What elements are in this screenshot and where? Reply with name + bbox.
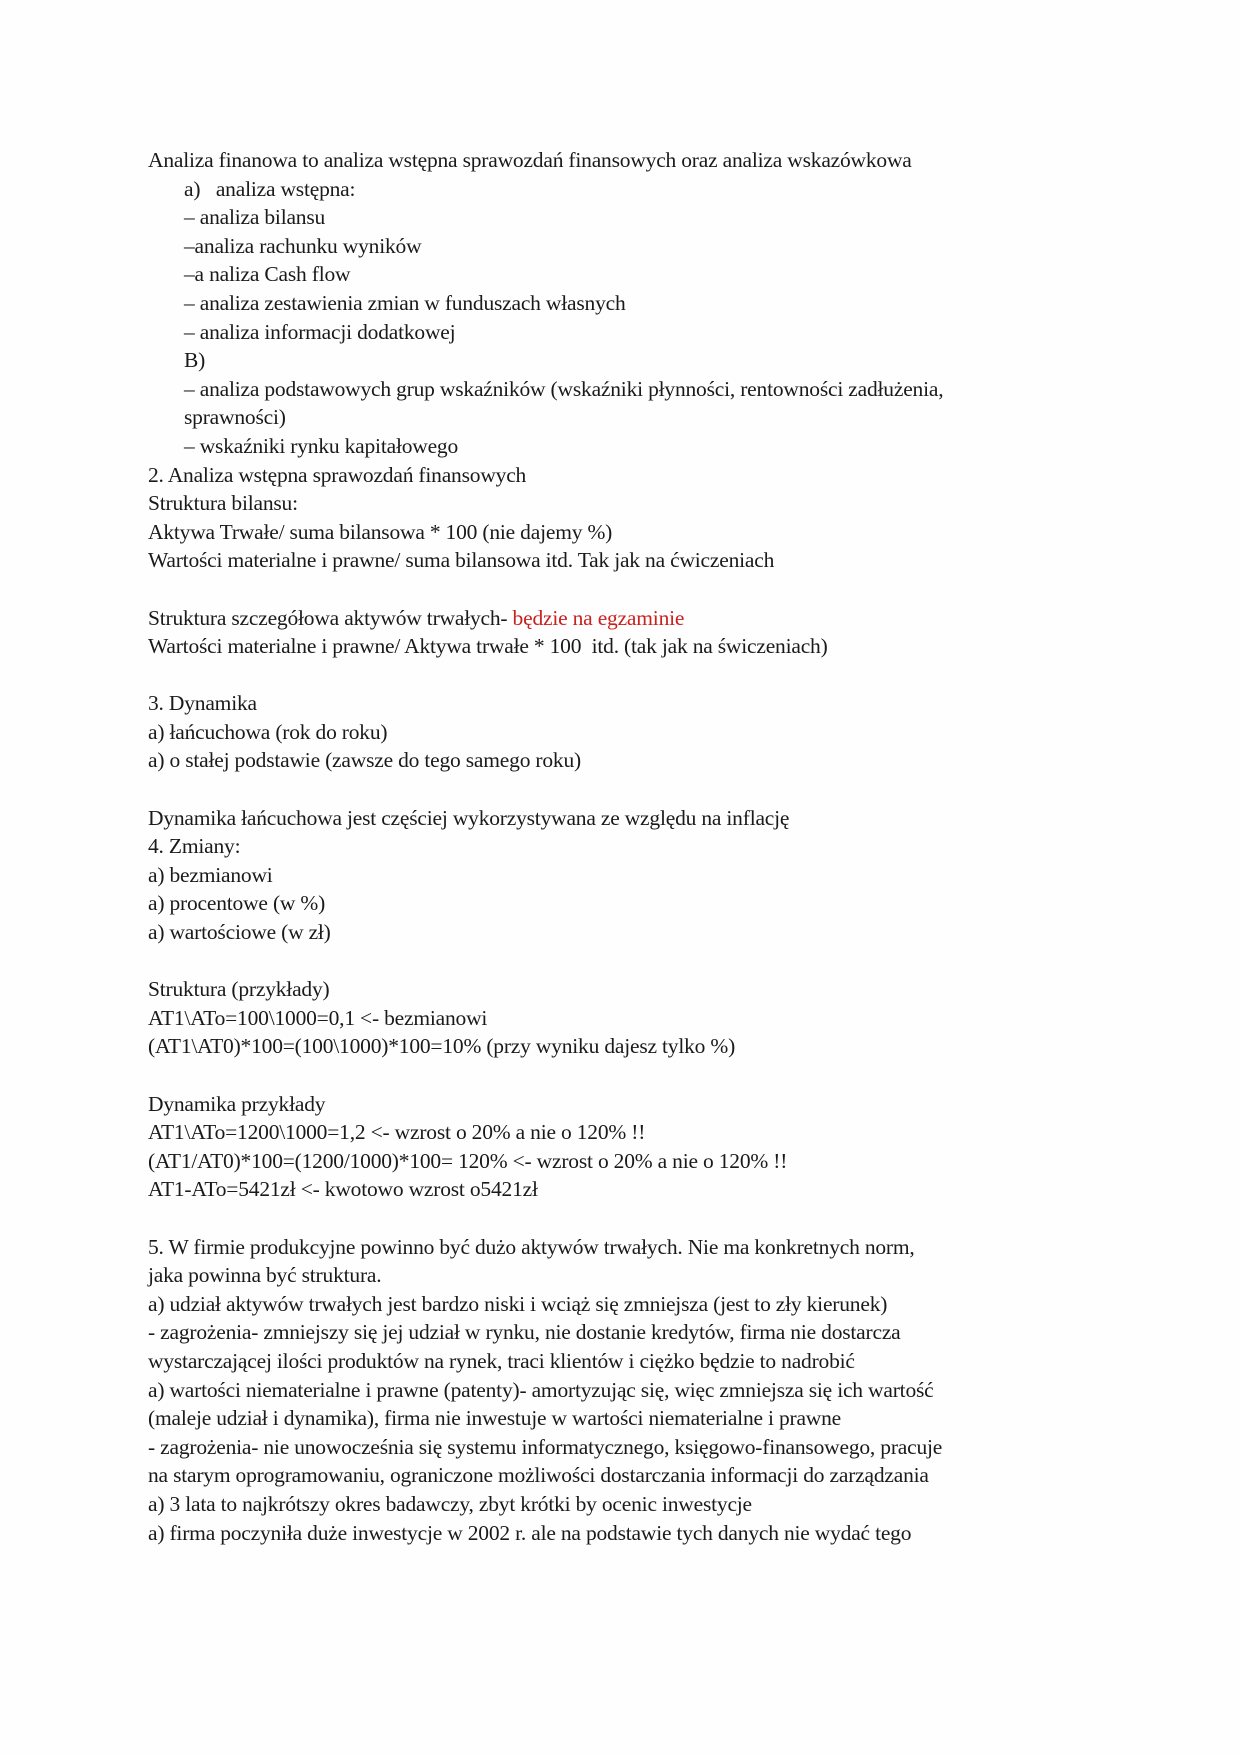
line-text: – analiza zestawienia zmian w funduszach własnych <box>184 290 626 315</box>
line-text: Wartości materialne i prawne/ Aktywa trwałe * 100 itd. (tak jak na świczeniach) <box>148 634 828 659</box>
blank-line <box>148 1061 1098 1090</box>
text-line <box>148 1118 1098 1147</box>
line-text: –a naliza Cash flow <box>184 262 351 287</box>
text-line <box>148 1004 1098 1033</box>
text-line <box>148 975 1098 1004</box>
line-text: - zagrożenia- nie unowocześnia się systemu informatycznego, księgowo-finansowego, pracuje <box>148 1434 943 1459</box>
blank-line <box>148 775 1098 804</box>
line-text: –analiza rachunku wyników <box>184 233 422 258</box>
text-line <box>148 318 1098 347</box>
line-text: (maleje udział i dynamika), firma nie inwestuje w wartości niematerialne i prawne <box>148 1406 842 1431</box>
document-body <box>148 146 1098 1547</box>
text-line <box>148 718 1098 747</box>
text-line <box>148 546 1098 575</box>
line-text: Dynamika łańcuchowa jest częściej wykorzystywana ze względu na inflację <box>148 805 790 830</box>
line-text: – wskaźniki rynku kapitałowego <box>184 433 459 458</box>
text-line <box>148 604 1098 633</box>
text-line <box>148 861 1098 890</box>
line-text: – analiza bilansu <box>184 205 326 230</box>
text-line <box>148 1290 1098 1319</box>
line-text: a) procentowe (w %) <box>148 891 326 916</box>
line-text: 5. W firmie produkcyjne powinno być dużo aktywów trwałych. Nie ma konkretnych norm, <box>148 1234 915 1259</box>
line-text: AT1-ATo=5421zł <- kwotowo wzrost o5421zł <box>148 1177 538 1202</box>
line-text: – analiza informacji dodatkowej <box>184 319 456 344</box>
text-line <box>148 403 1098 432</box>
line-text: 2. Analiza wstępna sprawozdań finansowych <box>148 462 527 487</box>
text-line <box>148 889 1098 918</box>
text-line <box>148 1519 1098 1548</box>
line-text: a) o stałej podstawie (zawsze do tego samego roku) <box>148 748 581 773</box>
blank-line <box>148 947 1098 976</box>
text-line <box>148 375 1098 404</box>
line-text: 4. Zmiany: <box>148 834 241 859</box>
text-line <box>148 289 1098 318</box>
text-line <box>148 832 1098 861</box>
text-line <box>148 175 1098 204</box>
text-line <box>148 1376 1098 1405</box>
text-line <box>148 461 1098 490</box>
text-line <box>148 1233 1098 1262</box>
text-line <box>148 1347 1098 1376</box>
text-line <box>148 1261 1098 1290</box>
line-text: Dynamika przykłady <box>148 1091 326 1116</box>
line-text: a) łańcuchowa (rok do roku) <box>148 719 388 744</box>
line-text: a) 3 lata to najkrótszy okres badawczy, zbyt krótki by ocenic inwestycje <box>148 1491 752 1516</box>
line-text: (AT1\AT0)*100=(100\1000)*100=10% (przy wyniku dajesz tylko %) <box>148 1034 736 1059</box>
text-line <box>148 518 1098 547</box>
line-text: a) wartości niematerialne i prawne (patenty)- amortyzując się, więc zmniejsza się ich wartość <box>148 1377 934 1402</box>
line-text: Wartości materialne i prawne/ suma bilansowa itd. Tak jak na ćwiczeniach <box>148 548 775 573</box>
blank-line <box>148 1204 1098 1233</box>
text-line <box>148 432 1098 461</box>
line-text: a) analiza wstępna: <box>184 176 356 201</box>
line-text: a) bezmianowi <box>148 862 273 887</box>
text-line <box>148 746 1098 775</box>
text-line <box>148 1490 1098 1519</box>
text-line <box>148 1090 1098 1119</box>
line-text: wystarczającej ilości produktów na rynek, traci klientów i ciężko będzie to nadrobić <box>148 1348 855 1373</box>
text-line <box>148 203 1098 232</box>
text-line <box>148 632 1098 661</box>
text-line <box>148 146 1098 175</box>
blank-line <box>148 661 1098 690</box>
line-text: Struktura szczegółowa aktywów trwałych- <box>148 605 513 630</box>
line-text: a) wartościowe (w zł) <box>148 920 331 945</box>
line-text: AT1\ATo=1200\1000=1,2 <- wzrost o 20% a nie o 120% !! <box>148 1120 646 1145</box>
text-line <box>148 689 1098 718</box>
text-line <box>148 489 1098 518</box>
line-text: Struktura bilansu: <box>148 491 298 516</box>
line-text: 3. Dynamika <box>148 691 257 716</box>
line-text: (AT1/AT0)*100=(1200/1000)*100= 120% <- wzrost o 20% a nie o 120% !! <box>148 1148 788 1173</box>
text-line <box>148 1433 1098 1462</box>
line-text: - zagrożenia- zmniejszy się jej udział w rynku, nie dostanie kredytów, firma nie dostarcza <box>148 1320 901 1345</box>
exam-highlight: będzie na egzaminie <box>512 605 685 630</box>
line-text: jaka powinna być struktura. <box>148 1263 382 1288</box>
line-text: na starym oprogramowaniu, ograniczone możliwości dostarczania informacji do zarządzania <box>148 1463 929 1488</box>
text-line <box>148 260 1098 289</box>
text-line <box>148 346 1098 375</box>
text-line <box>148 1404 1098 1433</box>
text-line <box>148 1147 1098 1176</box>
text-line <box>148 804 1098 833</box>
line-text: a) udział aktywów trwałych jest bardzo niski i wciąż się zmniejsza (jest to zły kierunek) <box>148 1291 888 1316</box>
line-text: – analiza podstawowych grup wskaźników (wskaźniki płynności, rentowności zadłużenia, <box>184 376 944 401</box>
text-line <box>148 1461 1098 1490</box>
text-line <box>148 1318 1098 1347</box>
line-text: Struktura (przykłady) <box>148 977 330 1002</box>
text-line <box>148 918 1098 947</box>
line-text: AT1\ATo=100\1000=0,1 <- bezmianowi <box>148 1005 488 1030</box>
line-text: Aktywa Trwałe/ suma bilansowa * 100 (nie dajemy %) <box>148 519 613 544</box>
text-line <box>148 232 1098 261</box>
line-text: a) firma poczyniła duże inwestycje w 2002 r. ale na podstawie tych danych nie wydać tego <box>148 1520 912 1545</box>
line-text: Analiza finanowa to analiza wstępna sprawozdań finansowych oraz analiza wskazówkowa <box>148 148 912 172</box>
blank-line <box>148 575 1098 604</box>
text-line <box>148 1175 1098 1204</box>
line-text: B) <box>184 348 206 373</box>
text-line <box>148 1032 1098 1061</box>
line-text: sprawności) <box>184 405 286 430</box>
